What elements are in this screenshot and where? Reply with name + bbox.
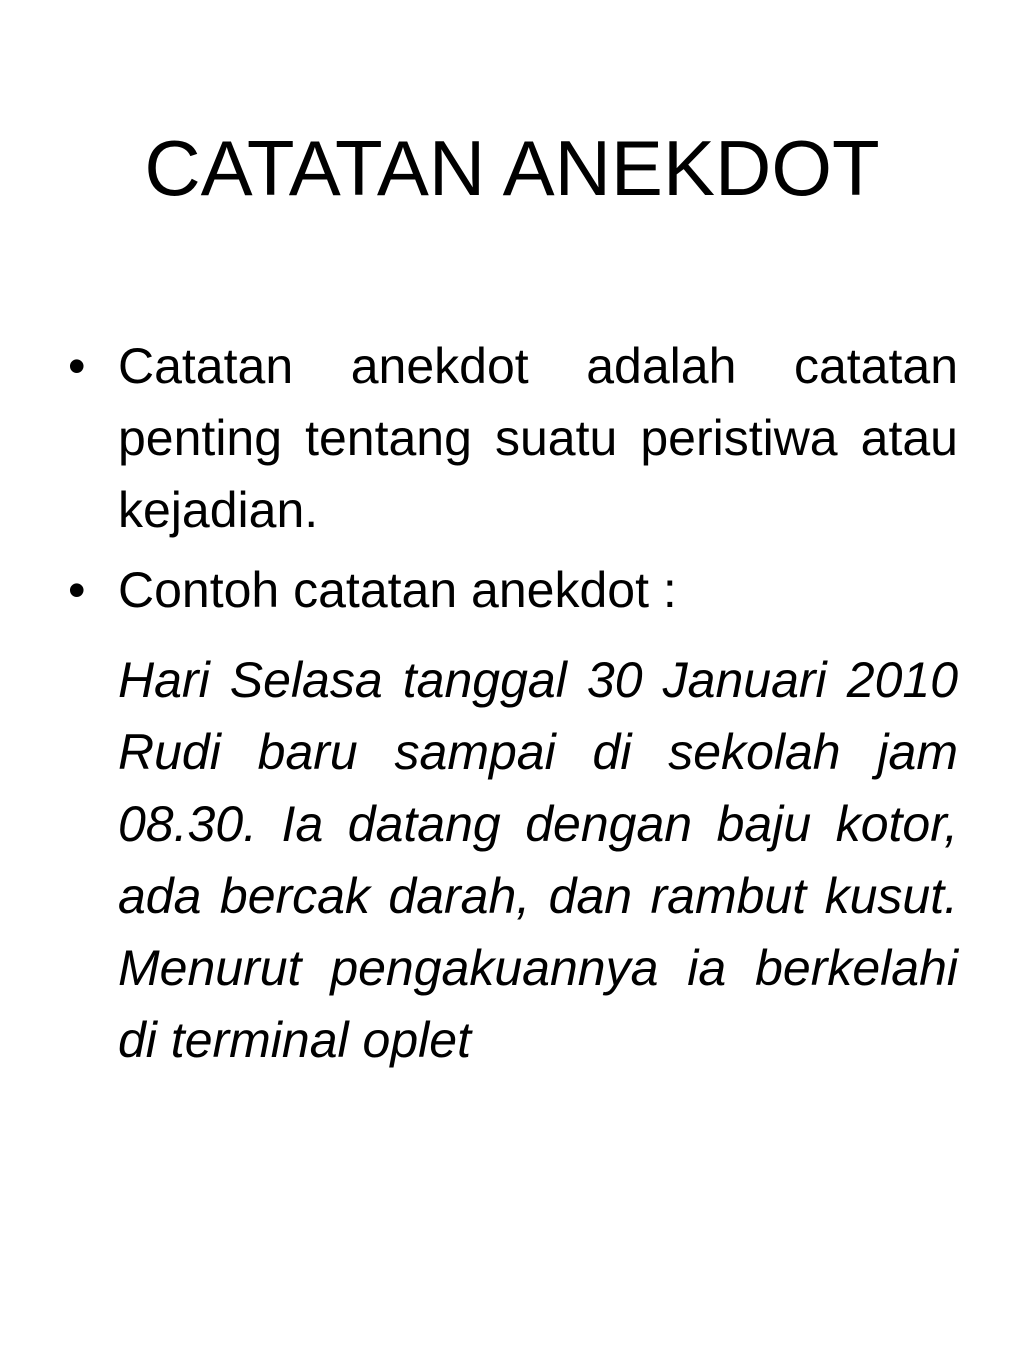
slide-content [60,330,958,1076]
bullet-icon: • [68,338,86,394]
example-paragraph: Hari Selasa tanggal 30 Januari 2010 Rudi baru sampai di sekolah jam 08.30. Ia datang dengan baju kotor, ada bercak darah, dan rambut kusut. Menurut pengakuannya ia berkelahi di terminal oplet [118,652,958,1068]
bullet-text-definition: Catatan anekdot adalah catatan penting tentang suatu peristiwa atau kejadian. [118,338,958,538]
bullet-text-example-heading: Contoh catatan anekdot : [118,562,677,618]
bullet-icon: • [68,562,86,618]
bullet-item-example-heading [60,554,958,626]
bullet-item-definition [60,330,958,546]
slide-title: CATATAN ANEKDOT [144,124,880,212]
